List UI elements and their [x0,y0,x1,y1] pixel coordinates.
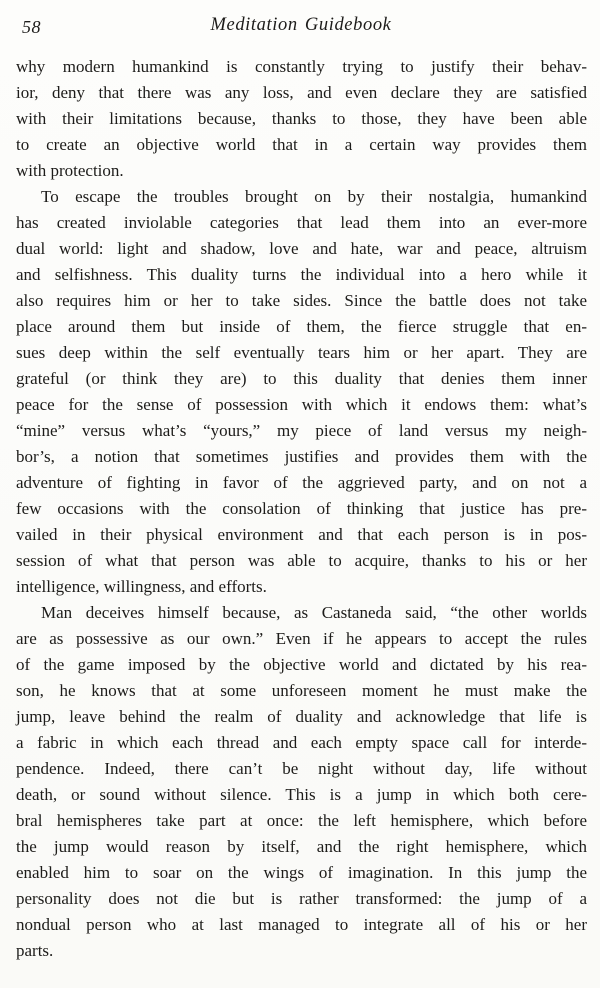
text-line: a fabric in which each thread and each empty space call for interde- [16,733,587,752]
text-line: parts. [16,941,54,960]
text-line: enabled him to soar on the wings of imagination. In this jump the [16,863,587,882]
text-line: personality does not die but is rather transformed: the jump of a [16,889,587,908]
page-body [16,54,587,964]
text-line: also requires him or her to take sides. Since the battle does not take [16,291,587,310]
text-line: adventure of fighting in favor of the aggrieved party, and on not a [16,473,587,492]
text-line: dual world: light and shadow, love and hate, war and peace, altruism [16,239,587,258]
text-line: nondual person who at last managed to integrate all of his or her [16,915,587,934]
text-line: To escape the troubles brought on by their nostalgia, humankind [41,187,587,206]
text-line: death, or sound without silence. This is a jump in which both cere- [16,785,587,804]
text-line: of the game imposed by the objective world and dictated by his rea- [16,655,587,674]
text-line: sues deep within the self eventually tears him or her apart. They are [16,343,587,362]
running-title: Meditation Guidebook [210,15,392,35]
text-line: bral hemispheres take part at once: the left hemisphere, which before [16,811,587,830]
text-line: place around them but inside of them, the fierce struggle that en- [16,317,587,336]
text-line: few occasions with the consolation of thinking that justice has pre- [16,499,587,518]
text-line: bor’s, a notion that sometimes justifies and provides them with the [16,447,587,466]
text-line: session of what that person was able to acquire, thanks to his or her [16,551,587,570]
paragraph [16,54,587,184]
text-line: the jump would reason by itself, and the right hemisphere, which [16,837,587,856]
text-line: are as possessive as our own.” Even if he appears to accept the rules [16,629,587,648]
text-line: “mine” versus what’s “yours,” my piece of land versus my neigh- [16,421,587,440]
running-header [16,15,586,39]
text-line: jump, leave behind the realm of duality and acknowledge that life is [16,707,587,726]
text-line: vailed in their physical environment and that each person is in pos- [16,525,587,544]
text-line: and selfishness. This duality turns the individual into a hero while it [16,265,587,284]
text-line: why modern humankind is constantly trying to justify their behav- [16,57,587,76]
text-line: with protection. [16,161,124,180]
paragraph [16,600,587,964]
text-line: grateful (or think they are) to this duality that denies them inner [16,369,587,388]
text-line: pendence. Indeed, there can’t be night without day, life without [16,759,587,778]
text-line: with their limitations because, thanks to those, they have been able [16,109,587,128]
text-line: peace for the sense of possession with which it endows them: what’s [16,395,587,414]
text-line: intelligence, willingness, and efforts. [16,577,267,596]
text-line: son, he knows that at some unforeseen moment he must make the [16,681,587,700]
text-line: has created inviolable categories that lead them into an ever-more [16,213,587,232]
text-line: ior, deny that there was any loss, and even declare they are satisfied [16,83,587,102]
paragraph [16,184,587,600]
text-line: to create an objective world that in a certain way provides them [16,135,587,154]
page-number: 58 [22,17,41,37]
text-line: Man deceives himself because, as Castaneda said, “the other worlds [41,603,587,622]
